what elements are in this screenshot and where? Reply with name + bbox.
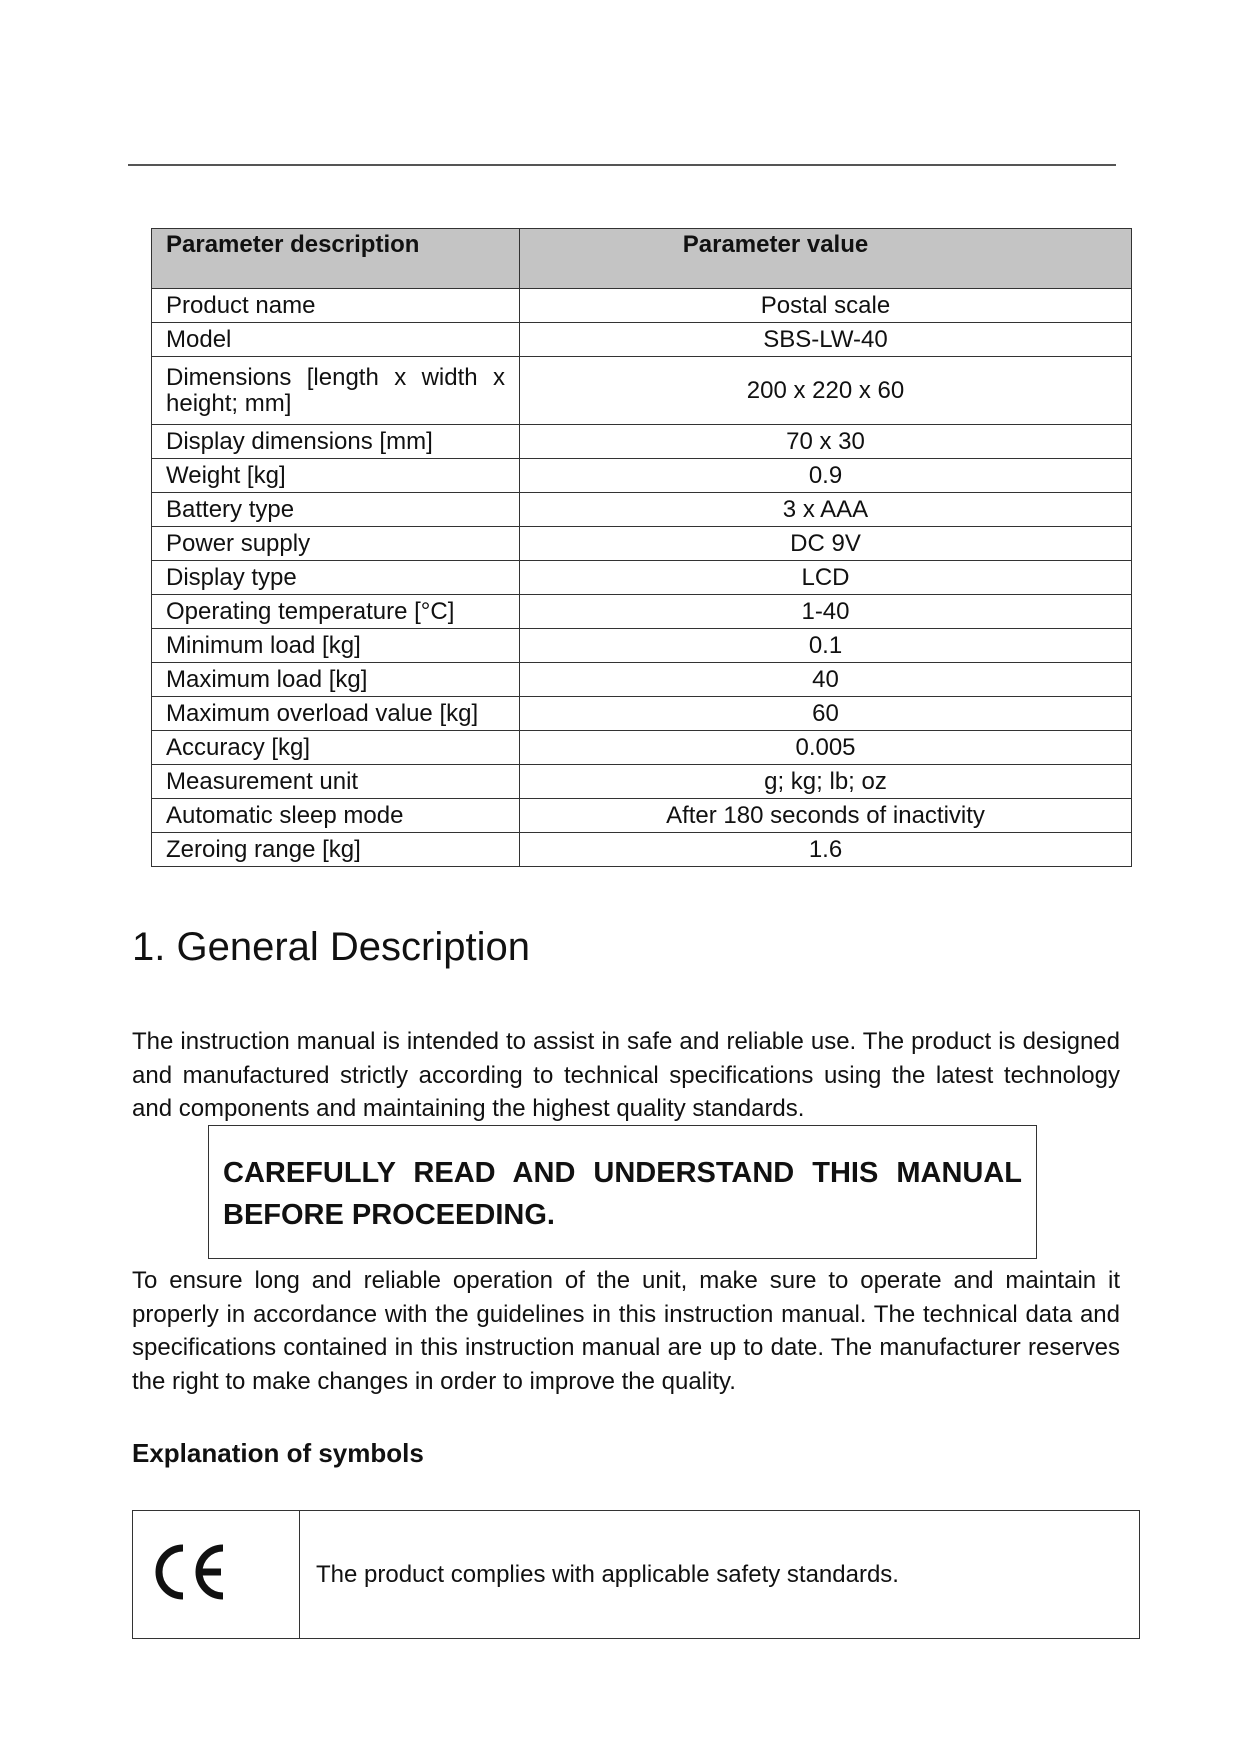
section-title: 1. General Description xyxy=(132,925,530,969)
table-row xyxy=(152,289,1132,323)
table-row xyxy=(152,629,1132,663)
parameter-value: After 180 seconds of inactivity xyxy=(520,799,1132,833)
parameter-value: DC 9V xyxy=(520,527,1132,561)
table-row xyxy=(152,493,1132,527)
header-rule xyxy=(128,164,1116,166)
parameter-description: Maximum load [kg] xyxy=(152,663,520,697)
column-header-value: Parameter value xyxy=(520,229,1132,289)
symbols-heading: Explanation of symbols xyxy=(132,1438,424,1468)
parameter-value: 70 x 30 xyxy=(520,425,1132,459)
parameter-value: 0.1 xyxy=(520,629,1132,663)
table-row xyxy=(152,323,1132,357)
warning-box xyxy=(208,1125,1037,1259)
parameter-value: 0.005 xyxy=(520,731,1132,765)
table-row xyxy=(152,697,1132,731)
parameter-description: Minimum load [kg] xyxy=(152,629,520,663)
parameter-description: Measurement unit xyxy=(152,765,520,799)
symbols-table xyxy=(132,1510,1140,1639)
table-row xyxy=(152,833,1132,867)
parameter-value: 60 xyxy=(520,697,1132,731)
parameter-description: Dimensions [length x width x height; mm] xyxy=(152,357,520,425)
parameter-description: Display type xyxy=(152,561,520,595)
parameter-description: Model xyxy=(152,323,520,357)
warning-text: CAREFULLY READ AND UNDERSTAND THIS MANUAL BEFORE PROCEEDING. xyxy=(223,1157,1022,1231)
parameter-description: Product name xyxy=(152,289,520,323)
table-row xyxy=(152,561,1132,595)
body-paragraph: To ensure long and reliable operation of the unit, make sure to operate and maintain it properly in accordance with the guidelines in this instruction manual. The technical data and specifications contained in this instruction manual are up to date. The manufacturer reserves the right to make changes in order to improve the quality. xyxy=(132,1267,1120,1395)
parameter-value: SBS-LW-40 xyxy=(520,323,1132,357)
intro-paragraph: The instruction manual is intended to assist in safe and reliable use. The product is designed and manufactured strictly according to technical specifications using the latest technology and components and maintaining the highest quality standards. xyxy=(132,1028,1120,1122)
parameter-description: Zeroing range [kg] xyxy=(152,833,520,867)
table-row xyxy=(152,765,1132,799)
parameter-value: 0.9 xyxy=(520,459,1132,493)
parameter-description: Accuracy [kg] xyxy=(152,731,520,765)
table-row xyxy=(152,595,1132,629)
table-row xyxy=(152,357,1132,425)
table-row xyxy=(152,799,1132,833)
specification-table xyxy=(151,228,1132,867)
parameter-value: 200 x 220 x 60 xyxy=(520,357,1132,425)
symbol-row xyxy=(133,1511,1140,1639)
column-header-description: Parameter description xyxy=(152,229,520,289)
parameter-description: Maximum overload value [kg] xyxy=(152,697,520,731)
parameter-value: Postal scale xyxy=(520,289,1132,323)
parameter-value: LCD xyxy=(520,561,1132,595)
parameter-description: Power supply xyxy=(152,527,520,561)
table-row xyxy=(152,425,1132,459)
parameter-value: 3 x AAA xyxy=(520,493,1132,527)
symbol-description: The product complies with applicable safety standards. xyxy=(300,1511,1140,1639)
parameter-description: Weight [kg] xyxy=(152,459,520,493)
table-row xyxy=(152,527,1132,561)
parameter-value: 1-40 xyxy=(520,595,1132,629)
table-row xyxy=(152,459,1132,493)
table-row xyxy=(152,663,1132,697)
table-header-row xyxy=(152,229,1132,289)
parameter-value: 40 xyxy=(520,663,1132,697)
parameter-description: Operating temperature [°C] xyxy=(152,595,520,629)
parameter-value: 1.6 xyxy=(520,833,1132,867)
parameter-value: g; kg; lb; oz xyxy=(520,765,1132,799)
table-row xyxy=(152,731,1132,765)
parameter-description: Display dimensions [mm] xyxy=(152,425,520,459)
ce-mark-icon xyxy=(149,1540,229,1604)
parameter-description: Automatic sleep mode xyxy=(152,799,520,833)
symbol-icon-cell xyxy=(133,1511,300,1639)
parameter-description: Battery type xyxy=(152,493,520,527)
